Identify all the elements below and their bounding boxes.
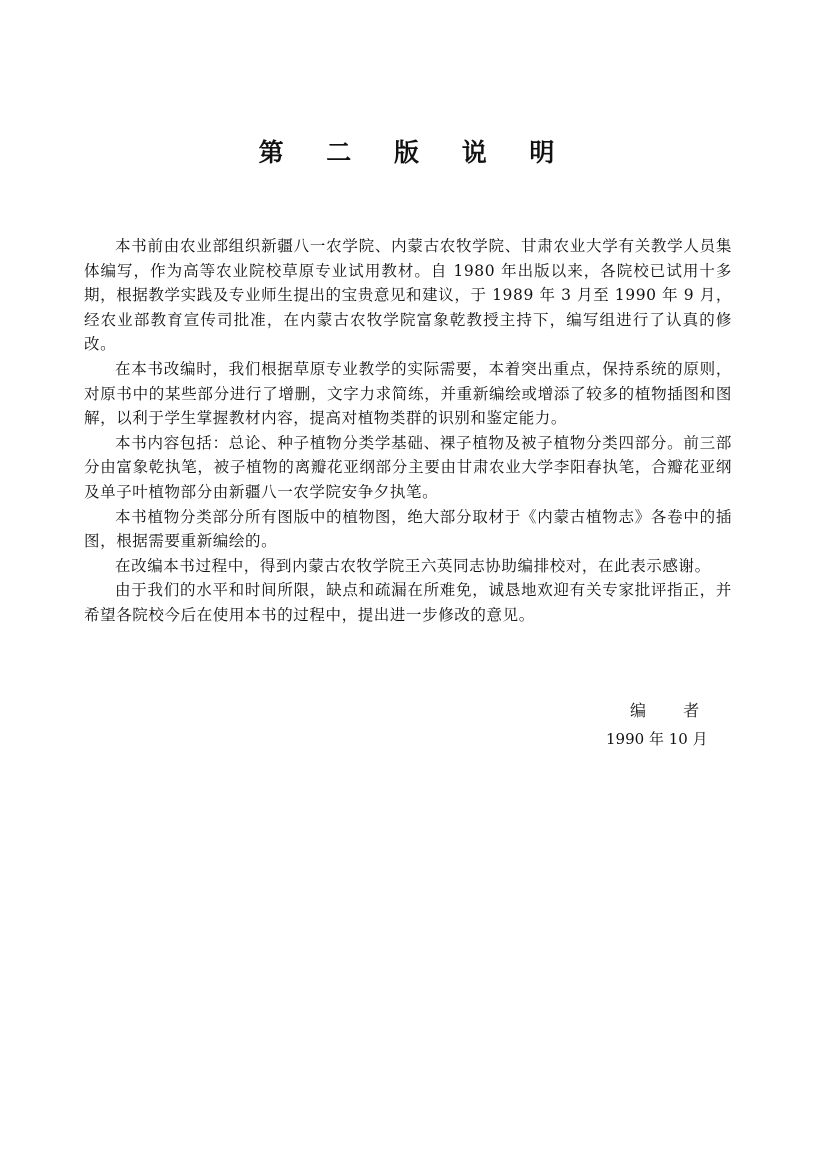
paragraph-6: 由于我们的水平和时间所限，缺点和疏漏在所难免，诚恳地欢迎有关专家批评指正，并希望各院校今后在使用本书的过程中，提出进一步修改的意见。 <box>84 581 732 624</box>
page-title: 第 二 版 说 明 <box>258 138 572 167</box>
signature-date: 1990 年 10 月 <box>606 730 708 748</box>
paragraph-2: 在本书改编时，我们根据草原专业教学的实际需要，本着突出重点，保持系统的原则，对原书中的某些部分进行了增删，文字力求简练，并重新编绘或增添了较多的植物插图和图解，以利于学生掌握教材内容，提高对植物类群的识别和鉴定能力。 <box>84 359 732 428</box>
signature-block <box>560 696 732 752</box>
paragraph-5: 在改编本书过程中，得到内蒙古农牧学院王六英同志协助编排校对，在此表示感谢。 <box>115 556 711 575</box>
author-label: 编 者 <box>630 701 716 720</box>
preface-body <box>84 234 732 628</box>
paragraph-4: 本书植物分类部分所有图版中的植物图，绝大部分取材于《内蒙古植物志》各卷中的插图，根据需要重新编绘的。 <box>84 507 732 551</box>
paragraph-3: 本书内容包括：总论、种子植物分类学基础、裸子植物及被子植物分类四部分。前三部分由富象乾执笔，被子植物的离瓣花亚纲部分主要由甘肃农业大学李阳春执笔，合瓣花亚纲及单子叶植物部分由新疆八一农学院安争夕执笔。 <box>84 433 732 501</box>
paragraph-1: 本书前由农业部组织新疆八一农学院、内蒙古农牧学院、甘肃农业大学有关教学人员集体编写，作为高等农业院校草原专业试用教材。自 1980 年出版以来，各院校已试用十多期，根据教学实践及专业师生提出的宝贵意见和建议，于 1989 年 3 月至 1990 年 9 月，经农业部教育宣传司批准，在内蒙古农牧学院富象乾教授主持下，编写组进行了认真的修改。 <box>84 237 732 354</box>
